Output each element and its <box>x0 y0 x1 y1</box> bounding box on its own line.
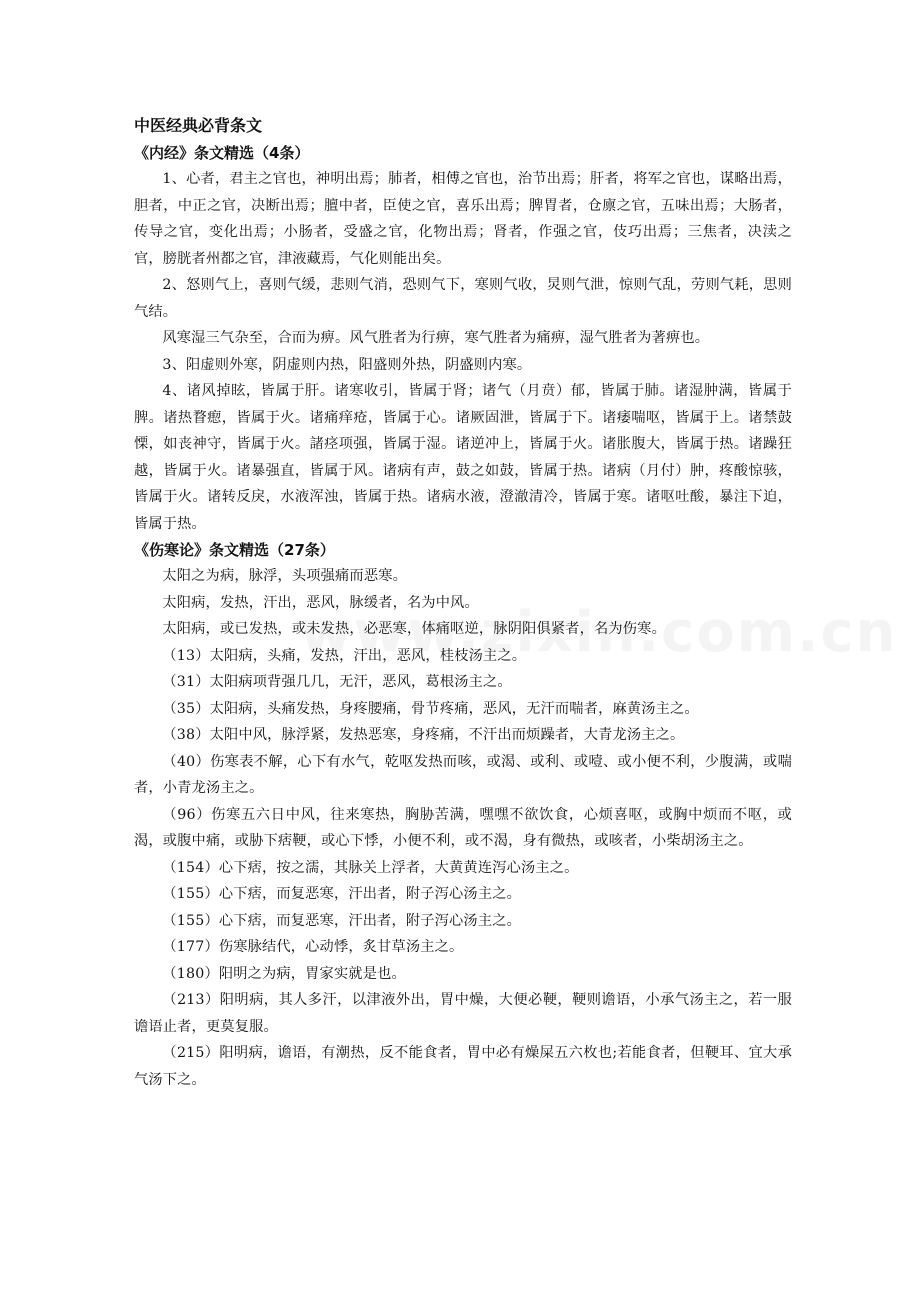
section-shanghanlun <box>134 537 792 1093</box>
paragraph: （154）心下痞，按之濡，其脉关上浮者，大黄黄连泻心汤主之。 <box>162 859 579 876</box>
section-heading-shanghanlun: 《伤寒论》条文精选（27条） <box>134 541 335 559</box>
paragraph: （96）伤寒五六日中风，往来寒热，胸胁苦满，嘿嘿不欲饮食，心烦喜呕，或胸中烦而不呕，或渴，或腹中痛，或胁下痞鞕，或心下悸，小便不利，或不渴，身有微热，或咳者，小柴胡汤主之。 <box>134 806 792 849</box>
paragraph: （213）阳明病，其人多汗，以津液外出，胃中燥，大便必鞕，鞕则谵语，小承气汤主之，若一服谵语止者，更莫复服。 <box>134 992 792 1035</box>
paragraph: （215）阳明病，谵语，有潮热，反不能食者，胃中必有燥屎五六枚也;若能食者，但鞕耳、宜大承气汤下之。 <box>134 1045 792 1088</box>
section-heading-neijing: 《内经》条文精选（4条） <box>134 144 310 162</box>
paragraph: 4、诸风掉眩，皆属于肝。诸寒收引，皆属于肾；诸气（月贲）郁，皆属于肺。诸湿肿满，皆属于脾。诸热瞀瘛，皆属于火。诸痛痒疮，皆属于心。诸厥固泄，皆属于下。诸痿喘呕，皆属于上。诸禁鼓慄，如丧神守，皆属于火。諸痉项强，皆属于湿。诸逆冲上，皆属于火。诸胀腹大，皆属于热。诸躁狂越，皆属于火。诸暴强直，皆属于风。诸病有声，鼓之如鼓，皆属于热。诸病（月付）肿，疼酸惊骇，皆属于火。诸转反戾，水液浑浊，皆属于热。诸病水液，澄澈清冷，皆属于寒。诸呕吐酸，暴注下迫，皆属于热。 <box>134 383 792 532</box>
paragraph: 3、阳虚则外寒，阴虚则内热，阳盛则外热，阴盛则内寒。 <box>162 356 532 373</box>
document-page <box>134 112 792 1093</box>
paragraph: 太阳之为病，脉浮，头项强痛而恶寒。 <box>162 568 407 584</box>
paragraph: （31）太阳病项背强几几，无汗，恶风，葛根汤主之。 <box>162 674 512 690</box>
paragraph: （13）太阳病，头痛，发热，汗出，恶风，桂枝汤主之。 <box>162 647 527 664</box>
paragraph: 太阳病，发热，汗出，恶风，脉缓者，名为中风。 <box>162 594 479 611</box>
paragraph: （177）伤寒脉结代，心动悸，炙甘草汤主之。 <box>162 939 464 955</box>
paragraph: （38）太阳中风，脉浮紧，发热恶寒，身疼痛，不汗出而烦躁者，大青龙汤主之。 <box>162 727 685 743</box>
paragraph: 2、怒则气上，喜则气缓，悲则气消，恐则气下，寒则气收，炅则气泄，惊则气乱，劳则气耗，思则气结。 <box>134 277 792 320</box>
paragraph: 太阳病，或已发热，或未发热，必恶寒，体痛呕逆，脉阴阳俱紧者，名为伤寒。 <box>162 621 666 637</box>
paragraph: （155）心下痞，而复恶寒，汗出者，附子泻心汤主之。 <box>162 912 521 929</box>
paragraph: （40）伤寒表不解，心下有水气，乾呕发热而咳，或渴、或利、或噎、或小便不利，少腹满，或喘者，小青龙汤主之。 <box>134 753 792 796</box>
paragraph: （180）阳明之为病，胃家实就是也。 <box>162 965 406 982</box>
paragraph: （35）太阳病，头痛发热，身疼腰痛，骨节疼痛，恶风，无汗而喘者，麻黄汤主之。 <box>162 700 699 717</box>
document-title: 中医经典必背条文 <box>134 116 263 135</box>
paragraph: 1、心者，君主之官也，神明出焉；肺者，相傅之官也，治节出焉；肝者，将军之官也，谋略出焉，胆者，中正之官，决断出焉；膻中者，臣使之官，喜乐出焉；脾胃者，仓廪之官，五味出焉；大肠者，传导之官，变化出焉；小肠者，受盛之官，化物出焉；肾者，作强之官，伎巧出焉；三焦者，决渎之官，膀胱者州都之官，津液藏焉，气化则能出矣。 <box>134 171 792 267</box>
section-neijing <box>134 140 792 537</box>
paragraph: （155）心下痞，而复恶寒，汗出者，附子泻心汤主之。 <box>162 886 521 902</box>
paragraph: 风寒湿三气杂至，合而为痹。风气胜者为行痹，寒气胜者为痛痹，湿气胜者为著痹也。 <box>162 330 710 346</box>
